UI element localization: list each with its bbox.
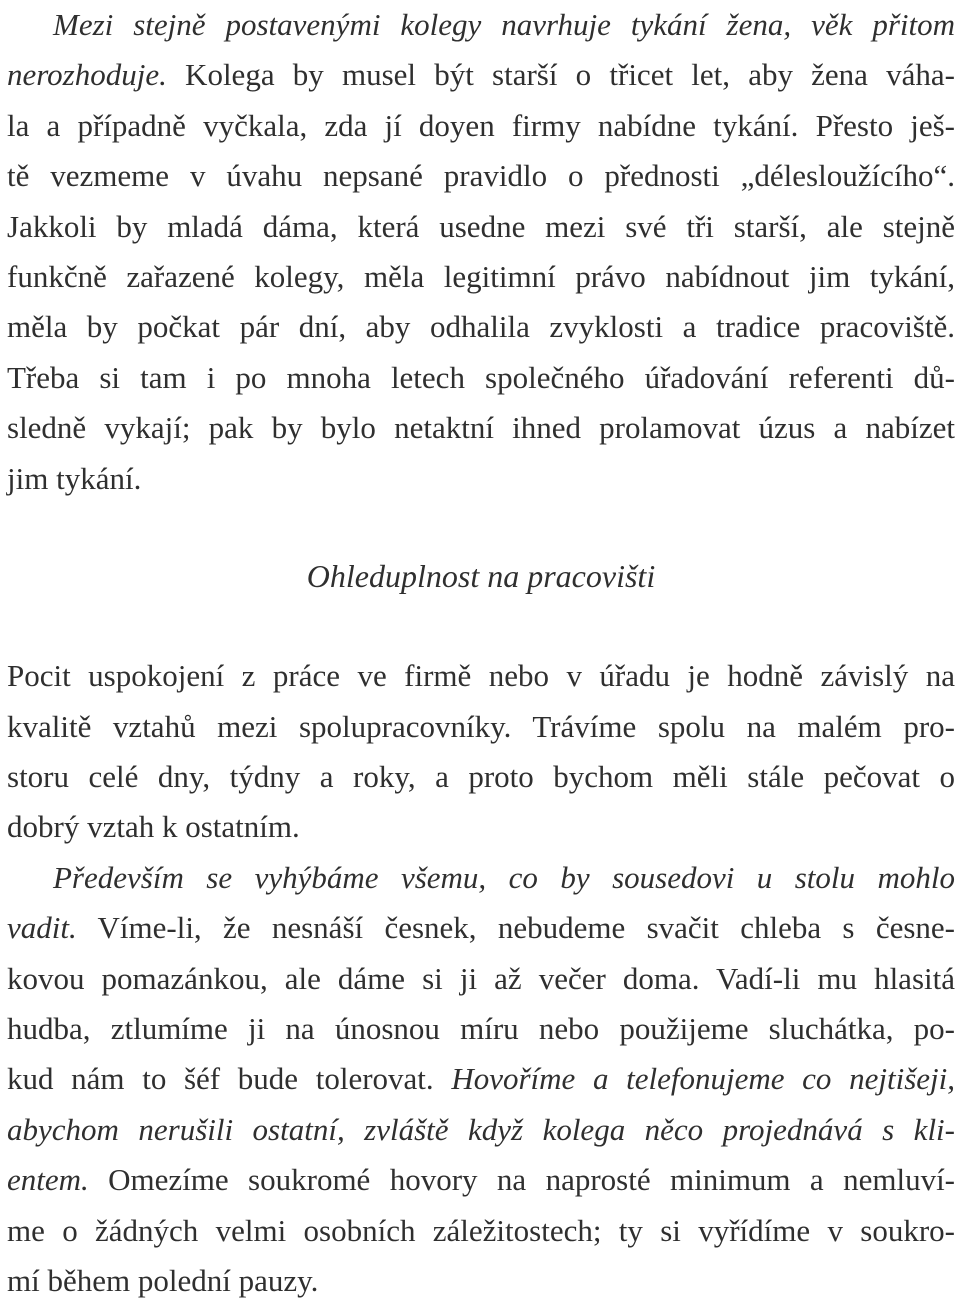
text-line [7,1206,955,1256]
paragraph-1 [7,0,955,504]
text-run: entem. [7,1162,89,1198]
text-run: Především se vyhýbáme všemu, co by sousedovi u stolu mohlo [53,859,955,895]
text-line [7,0,955,50]
text-line [7,202,955,252]
text-line [7,752,955,802]
text-run: hudba, ztlumíme ji na únosnou míru nebo použijeme sluchátka, po- [7,1011,955,1047]
text-run: la a případně vyčkala, zda jí doyen firmy nabídne tykání. Přesto ješ- [7,107,955,143]
text-run: Kolega by musel být starší o třicet let, aby žena váha- [166,57,955,93]
text-run: me o žádných velmi osobních záležitostech; ty si vyřídíme v soukro- [7,1212,955,1248]
text-line [7,1155,955,1205]
text-run: mí během polední pauzy. [7,1262,319,1298]
text-line [7,853,955,903]
text-run: kvalitě vztahů mezi spolupracovníky. Trávíme spolu na malém pro- [7,708,955,744]
text-run: Mezi stejně postavenými kolegy navrhuje tykání žena, věk přitom [53,7,955,42]
section-heading: Ohleduplnost na pracovišti [306,557,656,594]
text-run: Omezíme soukromé hovory na naprosté minimum a nemluví- [88,1162,955,1198]
text-run: abychom nerušili ostatní, zvláště když kolega něco projednává s kli- [7,1111,955,1147]
text-run: kud nám to šéf bude tolerovat. [7,1061,452,1097]
text-line [7,1256,955,1306]
text-run: Pocit uspokojení z práce ve firmě nebo v úřadu je hodně závislý na [7,658,955,694]
text-run: funkčně zařazené kolegy, měla legitimní právo nabídnout jim tykání, [7,258,955,294]
text-run: Jakkoli by mladá dáma, která usedne mezi své tři starší, ale stejně [7,208,955,244]
text-line [7,1004,955,1054]
text-run: tě vezmeme v úvahu nepsané pravidlo o přednosti „délesloužícího“. [7,158,955,194]
text-line [7,252,955,302]
text-line [7,50,955,100]
text-line [7,302,955,352]
spacer [7,601,955,651]
text-line [7,1054,955,1104]
text-run: Víme-li, že nesnáší česnek, nebudeme svačit chleba s česne- [76,910,955,946]
text-line [7,101,955,151]
text-line [7,802,955,852]
text-run: jim tykání. [7,460,142,496]
paragraph-2 [7,651,955,853]
text-run: sledně vykají; pak by bylo netaktní ihned prolamovat úzus a nabízet [7,410,955,446]
text-line [7,454,955,504]
text-run: dobrý vztah k ostatním. [7,809,300,845]
text-run: vadit. [7,910,77,946]
text-run: měla by počkat pár dní, aby odhalila zvyklosti a tradice pracoviště. [7,309,955,345]
text-line [7,353,955,403]
text-run: kovou pomazánkou, ale dáme si ji až večer doma. Vadí-li mu hlasitá [7,960,955,996]
text-line [7,702,955,752]
text-line [7,903,955,953]
text-run: Hovoříme a telefonujeme co nejtišeji, [451,1061,955,1097]
text-line [7,954,955,1004]
text-line [7,651,955,701]
text-run: storu celé dny, týdny a roky, a proto bychom měli stále pečovat o [7,759,955,795]
spacer [7,504,955,551]
text-line [7,403,955,453]
text-run: Třeba si tam i po mnoha letech společného úřadování referenti dů- [7,359,955,395]
text-run: nerozhoduje. [7,57,167,93]
text-line [7,1105,955,1155]
paragraph-3 [7,853,955,1306]
text-line [7,151,955,201]
